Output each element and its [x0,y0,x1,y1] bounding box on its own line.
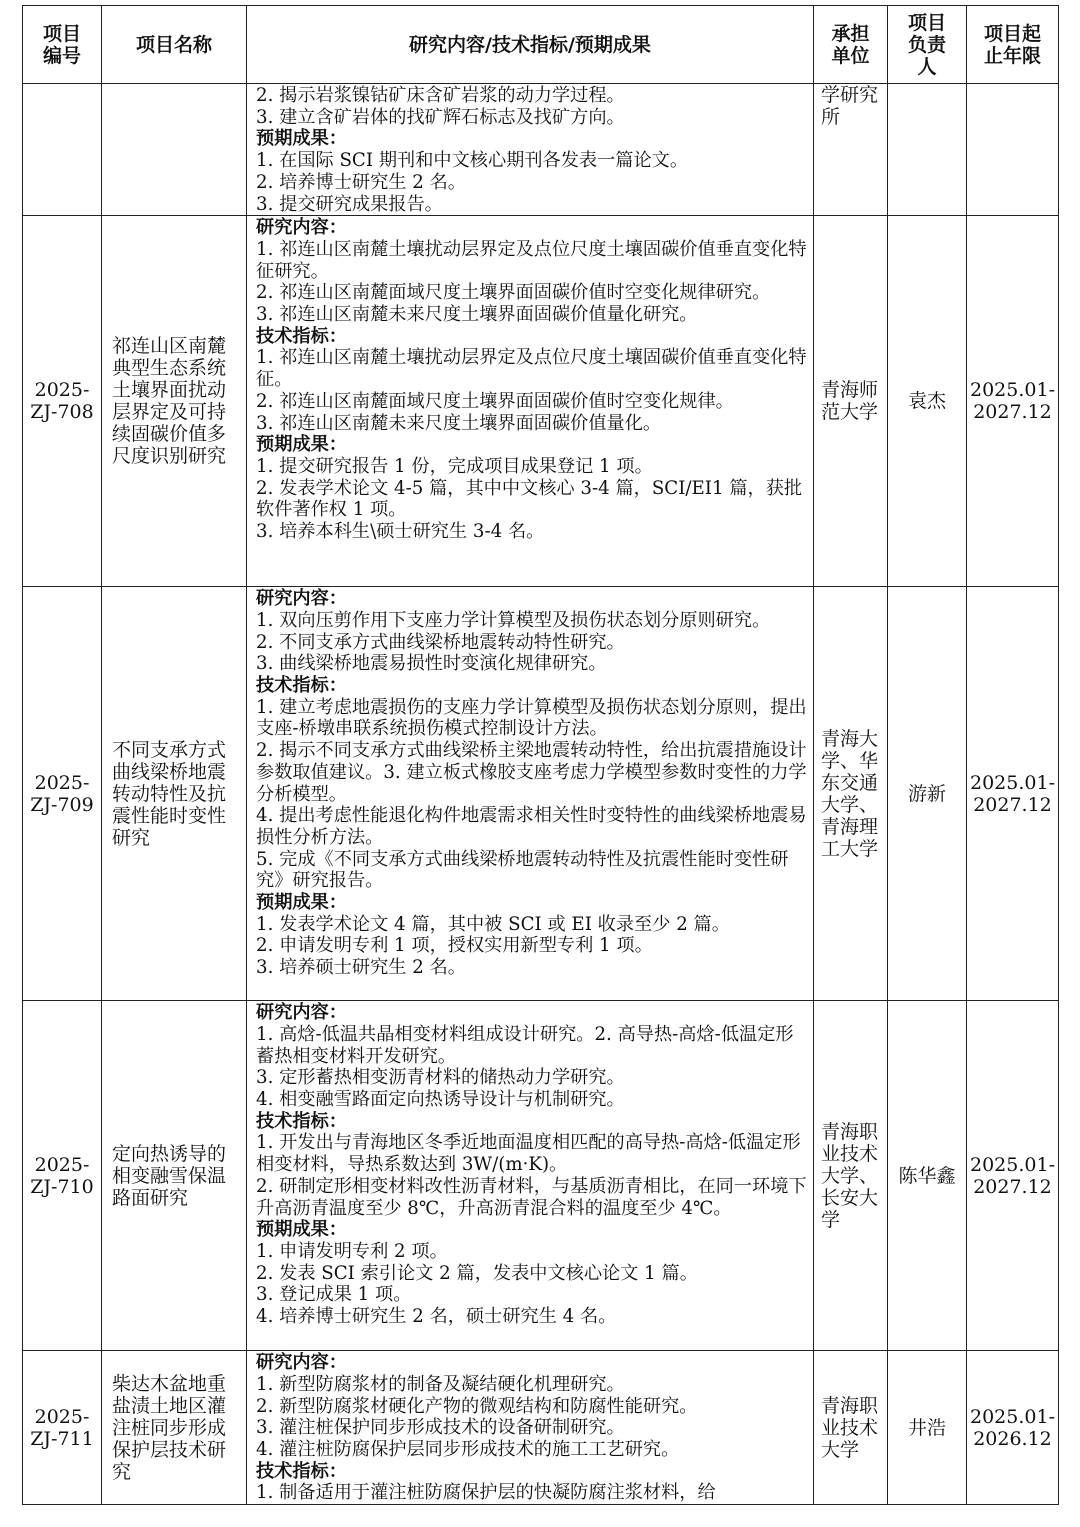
content-heading: 技术指标： [256,1460,347,1482]
content-line: 4. 提出考虑性能退化构件地震需求相关性时变特性的曲线梁桥地震易损性分析方法。 [256,805,807,848]
project-name: 定向热诱导的相变融雪保温路面研究 [102,1001,247,1351]
content-line: 2. 不同支承方式曲线梁桥地震转动特性研究。 [256,631,625,653]
header-period: 项目起止年限 [967,6,1059,84]
content-line: 2. 发表 SCI 索引论文 2 篇，发表中文核心论文 1 篇。 [256,1262,698,1284]
project-content [247,587,814,1001]
header-project-name: 项目名称 [102,6,247,84]
project-period [967,84,1059,216]
content-heading: 技术指标： [256,675,347,697]
table-row [23,1351,1059,1505]
table-row [23,587,1059,1001]
project-leader: 井浩 [888,1351,967,1505]
project-id: 2025-ZJ-708 [23,216,102,587]
project-period: 2025.01-2026.12 [967,1351,1059,1505]
project-table [22,5,1059,1505]
content-heading: 研究内容： [256,1002,347,1024]
content-heading: 预期成果： [256,1219,347,1241]
content-heading: 技术指标： [256,325,347,347]
content-line: 2. 研制定形相变材料改性沥青材料，与基质沥青相比，在同一环境下升高沥青温度至少 8℃，升高沥青混合料的温度至少 4℃。 [256,1175,807,1219]
table-row [23,1001,1059,1351]
project-content [247,84,814,216]
project-leader: 陈华鑫 [888,1001,967,1351]
header-unit: 承担单位 [814,6,888,84]
content-line: 3. 曲线梁桥地震易损性时变演化规律研究。 [256,653,607,675]
content-line: 3. 定形蓄热相变沥青材料的储热动力学研究。 [256,1067,625,1089]
content-line: 1. 新型防腐浆材的制备及凝结硬化机理研究。 [256,1373,625,1395]
content-line: 2. 揭示岩浆镍钴矿床含矿岩浆的动力学过程。 [256,85,625,106]
content-line: 1. 发表学术论文 4 篇，其中被 SCI 或 EI 收录至少 2 篇。 [256,913,730,935]
content-line: 3. 提交研究成果报告。 [256,193,443,215]
content-line: 1. 提交研究报告 1 份，完成项目成果登记 1 项。 [256,455,653,477]
content-heading: 技术指标： [256,1110,347,1132]
table-header-row [23,6,1059,84]
project-unit: 青海师范大学 [814,216,888,587]
project-leader [888,84,967,216]
content-line: 2. 发表学术论文 4-5 篇，其中中文核心 3-4 篇，SCI/EI1 篇，获批软件著作权 1 项。 [256,477,803,521]
project-period: 2025.01-2027.12 [967,216,1059,587]
project-content [247,216,814,587]
content-line: 2. 揭示不同支承方式曲线梁桥主梁地震转动特性，给出抗震措施设计参数取值建议。3. 建立板式橡胶支座考虑力学模型参数时变性的力学分析模型。 [256,740,807,805]
header-content: 研究内容/技术指标/预期成果 [247,6,814,84]
project-name: 祁连山区南麓典型生态系统土壤界面扰动层界定及可持续固碳价值多尺度识别研究 [102,216,247,587]
project-name [102,84,247,216]
project-id: 2025-ZJ-711 [23,1351,102,1505]
content-line: 1. 高焓-低温共晶相变材料组成设计研究。2. 高导热-高焓-低温定形蓄热相变材料开发研究。 [256,1023,794,1067]
content-line: 1. 祁连山区南麓土壤扰动层界定及点位尺度土壤固碳价值垂直变化特征。 [256,347,807,391]
header-project-id: 项目编号 [23,6,102,84]
content-line: 3. 培养硕士研究生 2 名。 [256,957,466,979]
content-line: 3. 灌注桩保护同步形成技术的设备研制研究。 [256,1417,625,1439]
content-line: 4. 灌注桩防腐保护层同步形成技术的施工工艺研究。 [256,1439,680,1461]
content-line: 3. 建立含矿岩体的找矿辉石标志及找矿方向。 [256,106,625,128]
content-line: 2. 培养博士研究生 2 名。 [256,171,466,193]
content-line: 1. 双向压剪作用下支座力学计算模型及损伤状态划分原则研究。 [256,609,771,631]
content-line: 1. 建立考虑地震损伤的支座力学计算模型及损伤状态划分原则，提出支座-桥墩串联系统损伤模式控制设计方法。 [256,696,807,740]
content-heading: 研究内容： [256,217,347,239]
content-line: 1. 开发出与青海地区冬季近地面温度相匹配的高导热-高焓-低温定形相变材料，导热系数达到 3W/(m·K)。 [256,1132,801,1176]
content-line: 1. 在国际 SCI 期刊和中文核心期刊各发表一篇论文。 [256,150,689,172]
content-line: 2. 祁连山区南麓面域尺度土壤界面固碳价值时空变化规律。 [256,390,734,412]
project-unit: 青海大学、华东交通大学、青海理工大学 [814,587,888,1001]
content-line: 2. 新型防腐浆材硬化产物的微观结构和防腐性能研究。 [256,1395,698,1417]
project-leader: 游新 [888,587,967,1001]
content-line: 4. 相变融雪路面定向热诱导设计与机制研究。 [256,1089,625,1111]
table-row [23,216,1059,587]
content-heading: 预期成果： [256,892,347,914]
content-line: 3. 祁连山区南麓未来尺度土壤界面固碳价值量化。 [256,412,662,434]
project-name: 不同支承方式曲线梁桥地震转动特性及抗震性能时变性研究 [102,587,247,1001]
content-line: 5. 完成《不同支承方式曲线梁桥地震转动特性及抗震性能时变性研究》研究报告。 [256,848,789,892]
content-heading: 研究内容： [256,588,347,610]
project-unit: 学研究所 [814,84,888,216]
project-content [247,1351,814,1505]
header-leader: 项目负责人 [888,6,967,84]
project-id: 2025-ZJ-710 [23,1001,102,1351]
content-line: 3. 祁连山区南麓未来尺度土壤界面固碳价值量化研究。 [256,304,698,326]
project-period: 2025.01-2027.12 [967,587,1059,1001]
content-line: 2. 祁连山区南麓面域尺度土壤界面固碳价值时空变化规律研究。 [256,282,771,304]
content-heading: 预期成果： [256,128,347,150]
project-leader: 袁杰 [888,216,967,587]
content-line: 1. 申请发明专利 2 项。 [256,1240,448,1262]
project-period: 2025.01-2027.12 [967,1001,1059,1351]
content-heading: 预期成果： [256,434,347,456]
project-id: 2025-ZJ-709 [23,587,102,1001]
project-id [23,84,102,216]
project-name: 柴达木盆地重盐渍土地区灌注桩同步形成保护层技术研究 [102,1351,247,1505]
project-unit: 青海职业技术大学 [814,1351,888,1505]
content-line: 2. 申请发明专利 1 项，授权实用新型专利 1 项。 [256,935,653,957]
content-line: 3. 登记成果 1 项。 [256,1284,412,1306]
content-heading: 研究内容： [256,1352,347,1374]
table-row [23,84,1059,216]
content-line: 1. 祁连山区南麓土壤扰动层界定及点位尺度土壤固碳价值垂直变化特征研究。 [256,238,807,282]
content-line: 3. 培养本科生\硕士研究生 3-4 名。 [256,521,545,543]
project-content [247,1001,814,1351]
project-unit: 青海职业技术大学、长安大学 [814,1001,888,1351]
content-line: 1. 制备适用于灌注桩防腐保护层的快凝防腐注浆材料，给 [256,1482,716,1504]
content-line: 4. 培养博士研究生 2 名，硕士研究生 4 名。 [256,1306,617,1328]
